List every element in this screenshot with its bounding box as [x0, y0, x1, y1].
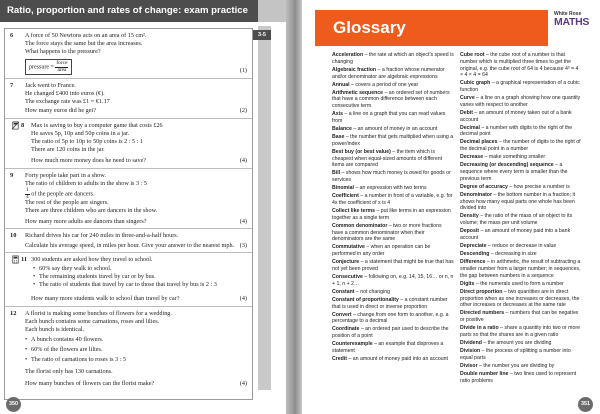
glossary-definition: – in arithmetic, the result of subtracting a smaller number from a larger number; in sequences, the gap between numbers in a sequence	[460, 259, 581, 279]
glossary-entry	[332, 111, 454, 125]
formula-fraction	[55, 61, 68, 73]
glossary-definition: – the number of digits to the right of the decimal point in a number	[460, 139, 581, 153]
glossary-entry	[460, 310, 582, 324]
book-spine	[286, 0, 302, 414]
question-text: The ratio of children to adults in the show is 3 : 5	[25, 180, 148, 187]
glossary-column-2	[460, 52, 582, 386]
glossary-definition: – the numerals used to form a number	[474, 280, 564, 287]
glossary-definition: – not changing	[354, 288, 390, 295]
glossary-term: Coordinate	[332, 326, 360, 333]
question-text: A force of 50 Newtons acts on an area of 15 cm².	[25, 32, 147, 39]
right-page	[302, 0, 600, 414]
question-8	[5, 119, 252, 169]
question-12	[5, 307, 252, 399]
glossary-term: Conjecture	[332, 259, 360, 266]
glossary-entry	[332, 134, 454, 148]
calculator-crossed-icon	[11, 121, 20, 130]
pressure-formula-box	[25, 59, 72, 75]
question-text: of the people are dancers.	[31, 190, 95, 198]
glossary-term: Collect like terms	[332, 208, 375, 215]
question-text: He changed £400 into euros (€).	[25, 90, 105, 97]
glossary-definition: – a constant number that is used in direct or inverse proportion	[332, 296, 448, 310]
glossary-term: Axis	[332, 111, 343, 118]
fraction-numerator: 1	[26, 187, 29, 193]
glossary-term: Convert	[332, 311, 352, 318]
question-text: Calculate his average speed, in miles per hour. Give your answer to the nearest mph.	[25, 242, 235, 249]
glossary-entry	[460, 184, 582, 191]
glossary-column-1	[332, 52, 454, 364]
question-number: 6	[10, 32, 14, 39]
glossary-term: Constant	[332, 288, 355, 295]
question-9	[5, 169, 252, 229]
question-number: 7	[10, 82, 14, 89]
glossary-definition: – an ordered pair used to describe the position of a point	[332, 326, 449, 340]
glossary-term: Common denominator	[332, 222, 388, 229]
glossary-entry	[460, 213, 582, 227]
glossary-definition: – a sequence where every term is smaller than the previous term	[460, 162, 568, 182]
bullet-item: • 60% of the flowers are lilies.	[31, 346, 102, 353]
glossary-term: Decimal	[460, 124, 480, 131]
question-number: 11	[21, 256, 28, 263]
glossary-term: Divide in a ratio	[460, 325, 499, 332]
question-text: Forty people take part in a show.	[25, 172, 106, 179]
glossary-term: Binomial	[332, 185, 354, 192]
glossary-definition: – an example that disproves a statement	[332, 341, 444, 354]
glossary-definition: – the rate at which an object's speed is changing	[332, 52, 454, 65]
formula-denominator: area	[57, 66, 67, 73]
glossary-entry	[460, 281, 582, 288]
question-text: How many euros did he get?	[25, 107, 96, 114]
glossary-entry	[460, 251, 582, 258]
glossary-term: Density	[460, 213, 479, 220]
glossary-entry	[460, 162, 582, 182]
glossary-entry	[460, 95, 582, 109]
glossary-entry	[332, 208, 454, 222]
glossary-entry	[460, 340, 582, 347]
glossary-term: Base	[332, 134, 345, 141]
chapter-tab: 3-5	[253, 30, 271, 40]
glossary-term: Decimal places	[460, 139, 498, 146]
glossary-entry	[332, 341, 454, 355]
bullet-item: • The remaining students travel by car or by bus.	[39, 273, 156, 280]
glossary-term: Decrease	[460, 154, 484, 161]
glossary-term: Deposit	[460, 228, 480, 235]
question-11	[5, 253, 252, 307]
bullet-item: • The ratio of students that travel by car to those that travel by bus is 2 : 3	[39, 281, 217, 288]
glossary-definition: – a statement that might be true that has not yet been proved	[332, 259, 454, 272]
question-number: 8	[21, 122, 25, 129]
glossary-term: Acceleration	[332, 52, 364, 58]
glossary-term: Digits	[460, 280, 475, 287]
glossary-entry	[332, 52, 454, 66]
question-text: The exchange rate was £1 = €1.17	[25, 98, 110, 105]
glossary-entry	[332, 326, 454, 340]
question-text: The ratio of 5p to 10p to 50p coins is 2 : 5 : 1	[31, 138, 144, 145]
page-number-left: 350	[6, 397, 21, 412]
glossary-entry	[332, 185, 454, 192]
glossary-entry	[332, 312, 454, 326]
glossary-entry	[460, 243, 582, 250]
glossary-definition: – covers a period of one year	[349, 81, 419, 88]
question-text: There are 120 coins in the jar.	[31, 146, 105, 153]
calculator-icon	[11, 255, 20, 264]
question-text: A florist is making some bunches of flowers for a wedding.	[25, 310, 172, 317]
glossary-entry	[460, 125, 582, 139]
glossary-definition: – the cube root of a number is that number which is multiplied three times to get the original, e.g. the cube root of 64 is 4 because 4³ = 4 × 4 × 4 = 64	[460, 52, 579, 79]
glossary-definition: – reduce or decrease in value	[486, 243, 557, 250]
glossary-entry	[460, 139, 582, 153]
formula-label: pressure =	[29, 64, 54, 71]
glossary-entry	[332, 170, 454, 184]
bullet-item: • 60% say they walk to school.	[39, 265, 112, 272]
left-page	[0, 0, 286, 414]
glossary-term: Debit	[460, 109, 473, 116]
question-text: He saves 5p, 10p and 50p coins in a jar.	[31, 130, 130, 137]
formula-numerator: force	[56, 60, 68, 66]
glossary-term: Directed numbers	[460, 310, 505, 317]
exam-practice-header: Ratio, proportion and rates of change: exam practice	[0, 0, 258, 22]
glossary-entry	[460, 348, 582, 362]
glossary-term: Divisor	[460, 362, 478, 369]
glossary-title: Glossary	[333, 18, 406, 37]
glossary-term: Dividend	[460, 339, 482, 346]
question-text: 300 students are asked how they travel to school.	[31, 256, 153, 263]
glossary-term: Decreasing (or descending) sequence	[460, 162, 554, 169]
question-text: How many bunches of flowers can the florist make?	[25, 380, 155, 387]
side-tab-bar	[258, 26, 271, 390]
glossary-term: Cubic graph	[460, 80, 491, 87]
question-text: The rest of the people are singers.	[25, 199, 109, 206]
glossary-definition: – the number that gets multiplied when using a power/index	[332, 134, 454, 147]
glossary-term: Coefficient	[332, 193, 359, 200]
glossary-term: Denominator	[460, 191, 492, 198]
glossary-term: Curve	[460, 95, 475, 102]
glossary-definition: – change from one form to another, e.g. a percentage to a decimal	[332, 311, 449, 325]
glossary-definition: – numbers that can be negative or positive	[460, 310, 579, 324]
question-box	[4, 28, 253, 400]
glossary-entry	[332, 149, 454, 169]
glossary-term: Degree of accuracy	[460, 183, 508, 190]
glossary-definition: – the item which is cheapest when equal-sized amounts of different items are compared	[332, 148, 443, 169]
glossary-term: Annual	[332, 81, 350, 88]
glossary-definition: – two or more fractions have a common denominator when their denominators are the same	[332, 222, 442, 243]
glossary-definition: – a number with digits to the right of the decimal point	[460, 124, 573, 138]
question-text: How many more adults are dancers than singers?	[25, 218, 147, 225]
question-6	[5, 29, 252, 79]
glossary-entry	[460, 289, 582, 309]
glossary-definition: – make something smaller	[483, 154, 546, 161]
glossary-definition: – an amount of money taken out of a bank account	[460, 109, 572, 123]
glossary-definition: – an expression with two terms	[353, 185, 427, 192]
marks: (1)	[239, 67, 247, 74]
fraction-denominator: 4	[26, 193, 29, 200]
glossary-term: Best buy (or best value)	[332, 148, 391, 155]
glossary-entry	[460, 259, 582, 279]
glossary-entry	[332, 244, 454, 258]
white-rose-maths-logo	[554, 10, 594, 40]
glossary-term: Balance	[332, 125, 352, 132]
glossary-definition: – a line on a graph that you can read values from	[332, 111, 446, 124]
glossary-definition: – two lines used to represent ratio problems	[460, 370, 577, 384]
glossary-definition: – a line on a graph showing how one quantity varies with respect to another	[460, 95, 581, 108]
bullet-item: • A bunch contains 40 flowers.	[31, 336, 103, 343]
glossary-entry	[460, 52, 582, 79]
question-text: How many more students walk to school than travel by car?	[31, 295, 180, 302]
glossary-definition: – share a quantity into two or more parts so that the shares are in a given ratio	[460, 325, 580, 338]
question-7	[5, 79, 252, 119]
glossary-term: Consecutive	[332, 273, 363, 280]
glossary-definition: – the amount you are dividing	[481, 339, 552, 346]
glossary-entry	[332, 126, 454, 133]
glossary-entry	[332, 259, 454, 273]
glossary-definition: – put like terms in an expression together as a single term	[332, 208, 451, 221]
glossary-definition: – the process of splitting a number into equal parts	[460, 347, 571, 361]
glossary-definition: – shows how much money is owed for goods or services	[332, 170, 451, 184]
glossary-definition: – a graphical representation of a cubic function	[460, 80, 580, 94]
marks: (4)	[239, 157, 247, 164]
marks: (4)	[239, 380, 247, 387]
glossary-entry	[332, 356, 454, 363]
glossary-definition: – decreasing in size	[489, 251, 537, 258]
glossary-term: Arithmetic sequence	[332, 89, 384, 96]
glossary-entry	[332, 289, 454, 296]
glossary-entry	[332, 274, 454, 288]
question-text: What happens to the pressure?	[25, 48, 101, 55]
glossary-entry	[460, 363, 582, 370]
glossary-term: Constant of proportionality	[332, 296, 399, 303]
glossary-term: Bill	[332, 170, 341, 177]
glossary-definition: – an amount of money in an account	[351, 125, 438, 132]
glossary-definition: – an amount of money paid into a bank account	[460, 228, 571, 242]
glossary-definition: – a fraction whose numerator and/or denominator are algebraic expressions	[332, 66, 445, 80]
glossary-definition: – a number in front of a variable, e.g. for 4x the coefficient of x is 4	[332, 193, 453, 206]
marks: (4)	[239, 218, 247, 225]
question-number: 12	[10, 310, 17, 317]
glossary-definition: – following on, e.g. 14, 15, 16… or n, n + 1, n + 2…	[332, 273, 454, 287]
marks: (2)	[239, 107, 247, 114]
marks: (3)	[239, 242, 247, 249]
glossary-term: Division	[460, 347, 481, 354]
question-text: Jack went to France.	[25, 82, 76, 89]
marks: (4)	[239, 295, 247, 302]
glossary-entry	[460, 154, 582, 161]
glossary-entry	[332, 67, 454, 81]
question-text: The force stays the same but the area increases.	[25, 40, 143, 47]
glossary-definition: – the ratio of the mass of an object to its volume; the mass per unit volume	[460, 213, 573, 227]
question-number: 10	[10, 232, 17, 239]
glossary-entry	[332, 223, 454, 243]
logo-line2: MATHS	[554, 16, 590, 28]
glossary-term: Cube root	[460, 52, 485, 58]
glossary-definition: – an ordered set of numbers that have a common difference between each consecutive term	[332, 89, 450, 110]
glossary-definition: – when an operation can be performed in any order	[332, 244, 431, 258]
glossary-term: Direct proportion	[460, 288, 503, 295]
question-text: The florist only has 130 carnations.	[25, 368, 113, 375]
logo-line1: White Rose	[554, 11, 582, 17]
question-text: How much more money does he need to save?	[31, 157, 147, 164]
glossary-term: Counterexample	[332, 341, 373, 348]
question-number: 9	[10, 172, 14, 179]
glossary-term: Double number line	[460, 370, 509, 377]
question-text: Each bunch contains some carnations, roses and lilies.	[25, 318, 160, 325]
glossary-definition: – two quantities are in direct proportion when as one increases or decreases, the other increases or decreases at the same rate	[460, 288, 580, 309]
glossary-definition: – an amount of money paid into an account	[347, 355, 448, 362]
page-number-right: 351	[578, 397, 593, 412]
glossary-entry	[332, 82, 454, 89]
glossary-entry	[460, 80, 582, 94]
bullet-item: • The ratio of carnations to roses is 3 : 5	[31, 356, 126, 363]
question-text: Each bunch is identical.	[25, 326, 85, 333]
glossary-entry	[460, 371, 582, 385]
glossary-entry	[332, 90, 454, 110]
glossary-entry	[460, 110, 582, 124]
glossary-entry	[460, 228, 582, 242]
glossary-definition: – the bottom number in a fraction; it shows how many equal parts one whole has been divided into	[460, 191, 576, 212]
glossary-term: Credit	[332, 355, 347, 362]
glossary-entry	[460, 192, 582, 212]
glossary-definition: – how precise a number is	[507, 183, 570, 190]
glossary-entry	[332, 297, 454, 311]
header-strip	[258, 0, 286, 22]
question-text: Richard drives his car for 240 miles in three-and-a-half hours.	[25, 232, 179, 239]
question-text: Max is saving to buy a computer game that costs £26	[31, 122, 163, 129]
glossary-term: Commutative	[332, 244, 365, 251]
glossary-term: Descending	[460, 251, 490, 258]
glossary-definition: – the number you are dividing by	[477, 362, 555, 369]
glossary-term: Depreciate	[460, 243, 487, 250]
glossary-term: Algebraic fraction	[332, 66, 377, 73]
glossary-entry	[332, 193, 454, 207]
glossary-term: Difference	[460, 259, 486, 266]
glossary-banner	[315, 10, 548, 46]
question-text: There are three children who are dancers in the show.	[25, 207, 158, 214]
glossary-entry	[460, 325, 582, 339]
question-10	[5, 229, 252, 253]
